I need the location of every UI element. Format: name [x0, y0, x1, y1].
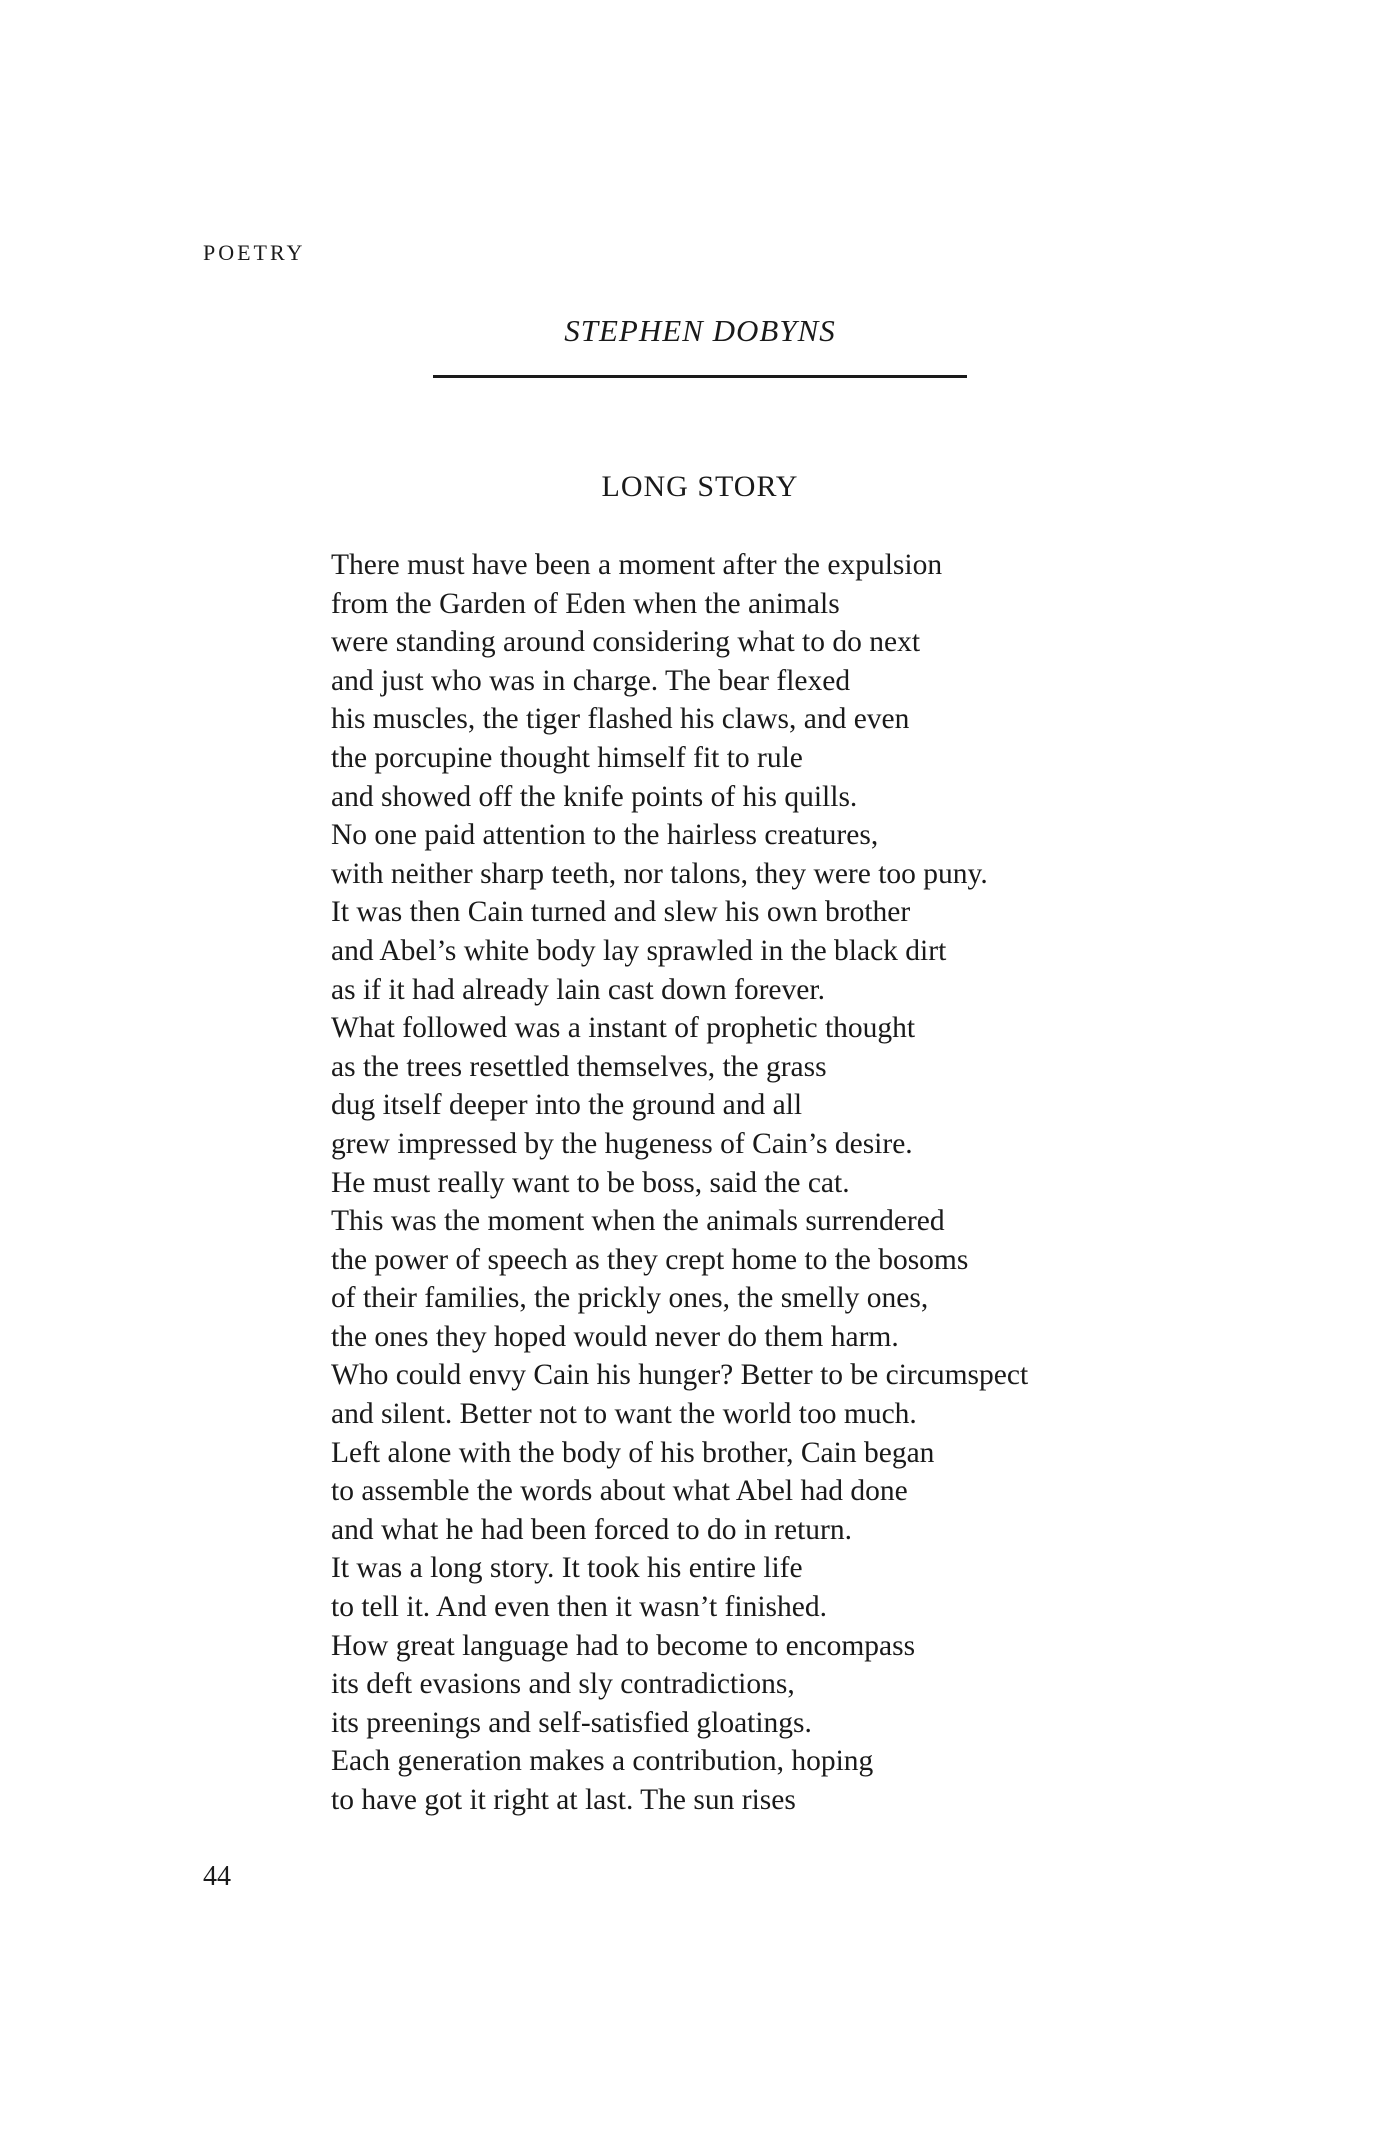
- poem-line: of their families, the prickly ones, the smelly ones,: [331, 1282, 929, 1315]
- poem-line: to assemble the words about what Abel had done: [331, 1475, 908, 1508]
- poem-line: and just who was in charge. The bear flexed: [331, 664, 851, 697]
- page-number: 44: [203, 1861, 231, 1892]
- poem-line: It was a long story. It took his entire life: [331, 1552, 803, 1585]
- poem-body: [331, 546, 1028, 1820]
- poem-line: the ones they hoped would never do them harm.: [331, 1320, 899, 1353]
- poem-title: LONG STORY: [601, 470, 799, 503]
- poem-line: the porcupine thought himself fit to rule: [331, 741, 803, 774]
- title-divider: [433, 375, 967, 378]
- poem-line: to have got it right at last. The sun rises: [331, 1784, 796, 1816]
- poem-line: What followed was a instant of prophetic thought: [331, 1012, 916, 1045]
- poem-line: This was the moment when the animals surrendered: [331, 1205, 945, 1238]
- poem-line: his muscles, the tiger flashed his claws, and even: [331, 703, 910, 736]
- section-label: POETRY: [203, 240, 306, 265]
- poem-line: There must have been a moment after the expulsion: [331, 549, 943, 581]
- poem-line: its deft evasions and sly contradictions,: [331, 1668, 795, 1701]
- poem-line: the power of speech as they crept home to the bosoms: [331, 1243, 969, 1276]
- poem-line: grew impressed by the hugeness of Cain’s desire.: [331, 1127, 913, 1160]
- poem-line: He must really want to be boss, said the cat.: [331, 1166, 850, 1199]
- poem-line: were standing around considering what to do next: [331, 626, 921, 659]
- poem-line: No one paid attention to the hairless creatures,: [331, 819, 879, 852]
- poem-line: as the trees resettled themselves, the grass: [331, 1050, 827, 1083]
- poem-line: its preenings and self-satisfied gloatings.: [331, 1706, 812, 1739]
- poem-line: and showed off the knife points of his quills.: [331, 780, 858, 813]
- poem-line: with neither sharp teeth, nor talons, they were too puny.: [331, 857, 988, 890]
- poem-line: How great language had to become to encompass: [331, 1629, 916, 1662]
- poem-line: and what he had been forced to do in return.: [331, 1513, 852, 1546]
- poem-line: from the Garden of Eden when the animals: [331, 587, 840, 620]
- poem-line: It was then Cain turned and slew his own brother: [331, 896, 911, 929]
- poem-line: and silent. Better not to want the world too much.: [331, 1398, 917, 1431]
- poem-line: Who could envy Cain his hunger? Better to be circumspect: [331, 1359, 1029, 1392]
- poem-line: Each generation makes a contribution, hoping: [331, 1745, 874, 1778]
- poem-line: Left alone with the body of his brother, Cain began: [331, 1436, 935, 1469]
- poem-line: as if it had already lain cast down forever.: [331, 973, 825, 1006]
- poem-line: to tell it. And even then it wasn’t finished.: [331, 1591, 827, 1624]
- poem-line: dug itself deeper into the ground and all: [331, 1089, 803, 1122]
- author-name: STEPHEN DOBYNS: [564, 313, 836, 348]
- poem-line: and Abel’s white body lay sprawled in the black dirt: [331, 934, 947, 967]
